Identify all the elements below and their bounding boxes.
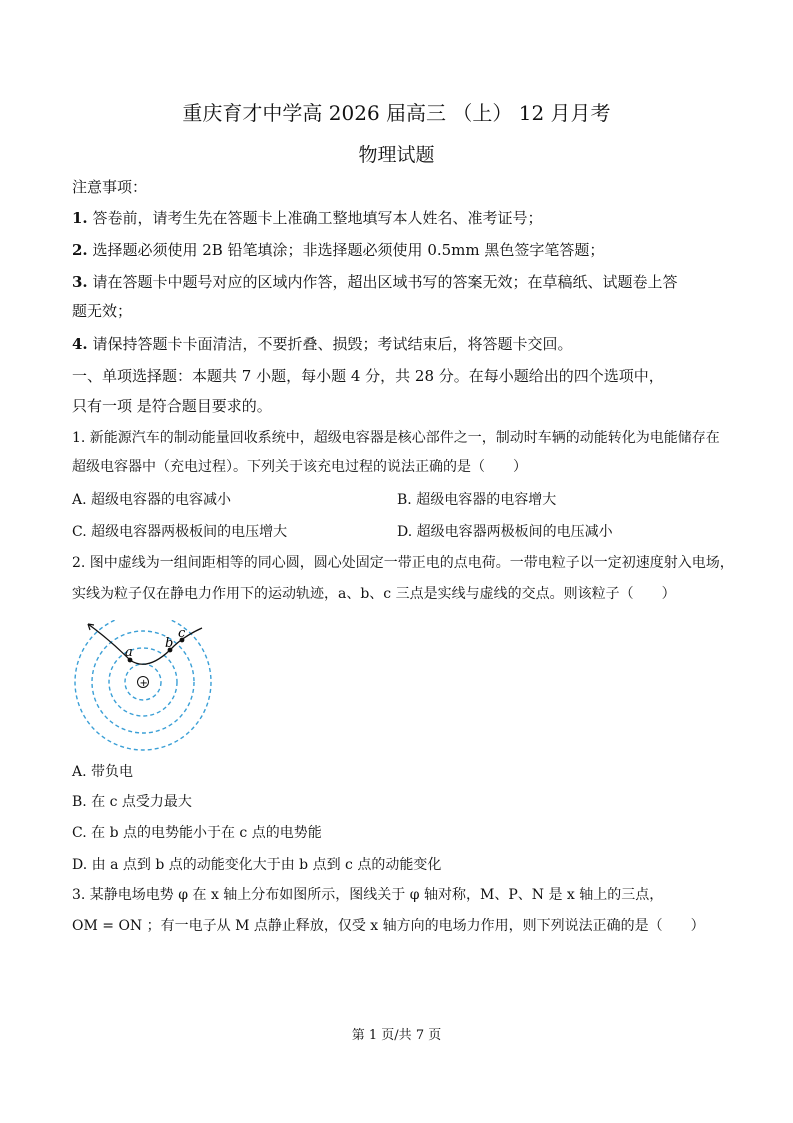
- q2-stem-line1: 2. 图中虚线为一组间距相等的同心圆，圆心处固定一带正电的点电荷。一带电粒子以一定初速度射入电场，: [72, 555, 734, 571]
- notice-item-number: 2.: [72, 241, 88, 259]
- notice-item-text: 请在答题卡中题号对应的区域内作答，超出区域书写的答案无效；在草稿纸、试题卷上答: [92, 273, 678, 291]
- q1-option-a: A. 超级电容器的电容减小: [72, 492, 232, 508]
- notice-item-number: 1.: [72, 209, 88, 227]
- section-heading-line2: 只有一项 是符合题目要求的。: [72, 397, 272, 415]
- point-a-label: a: [125, 645, 133, 660]
- q1-option-b: B. 超级电容器的电容增大: [397, 492, 557, 508]
- q2-option-c: C. 在 b 点的电势能小于在 c 点的电势能: [72, 825, 322, 841]
- notice-item-1: [72, 208, 542, 228]
- notice-item-text: 答卷前，请考生先在答题卡上准确工整地填写本人姓名、准考证号；: [92, 209, 543, 227]
- point-c-label: c: [178, 626, 186, 641]
- notice-item-4: [72, 334, 572, 354]
- q1-option-c: C. 超级电容器两极板间的电压增大: [72, 524, 288, 540]
- point-b-label: b: [165, 636, 174, 651]
- page-footer: 第 1 页/共 7 页: [351, 1028, 442, 1043]
- notice-item-3-continued: 题无效；: [72, 302, 133, 320]
- q3-stem-line1: 3. 某静电场电势 φ 在 x 轴上分布如图所示，图线关于 φ 轴对称，M、P、N 是 x 轴上的三点，: [72, 887, 664, 903]
- notice-item-text: 请保持答题卡卡面清洁，不要折叠、损毁；考试结束后，将答题卡交回。: [92, 335, 573, 353]
- notice-item-number: 3.: [72, 273, 88, 291]
- q3-stem-line2: OM = ON ；有一电子从 M 点静止释放，仅受 x 轴方向的电场力作用，则下列说法正确的是（ ）: [72, 918, 705, 934]
- notice-item-text: 选择题必须使用 2B 铅笔填涂；非选择题必须使用 0.5mm 黑色签字笔答题；: [92, 241, 605, 259]
- notice-heading: 注意事项：: [72, 178, 148, 196]
- q2-option-d: D. 由 a 点到 b 点的动能变化大于由 b 点到 c 点的动能变化: [72, 857, 442, 873]
- q2-stem-line2: 实线为粒子仅在静电力作用下的运动轨迹，a、b、c 三点是实线与虚线的交点。则该粒子（ ）: [72, 586, 676, 602]
- page-title: 重庆育才中学高 2026 届高三 （上） 12 月月考: [182, 101, 611, 125]
- notice-item-number: 4.: [72, 335, 88, 353]
- notice-item-2: [72, 240, 604, 260]
- page-subtitle: 物理试题: [358, 144, 435, 166]
- q1-stem-line1: 1. 新能源汽车的制动能量回收系统中，超级电容器是核心部件之一，制动时车辆的动能转化为电能储存在: [72, 430, 720, 446]
- q2-option-a: A. 带负电: [72, 764, 134, 780]
- q2-option-b: B. 在 c 点受力最大: [72, 794, 192, 810]
- positive-charge-sign: +: [139, 678, 148, 689]
- q1-stem-line2: 超级电容器中（充电过程）。下列关于该充电过程的说法正确的是（ ）: [72, 459, 527, 475]
- concentric-field-diagram: [72, 620, 217, 755]
- q2-figure-concentric-circles: [72, 620, 217, 755]
- section-heading-line1: 一、单项选择题：本题共 7 小题，每小题 4 分，共 28 分。在每小题给出的四个选项中，: [72, 367, 664, 385]
- q1-option-d: D. 超级电容器两极板间的电压减小: [397, 524, 613, 540]
- notice-item-3: [72, 272, 677, 292]
